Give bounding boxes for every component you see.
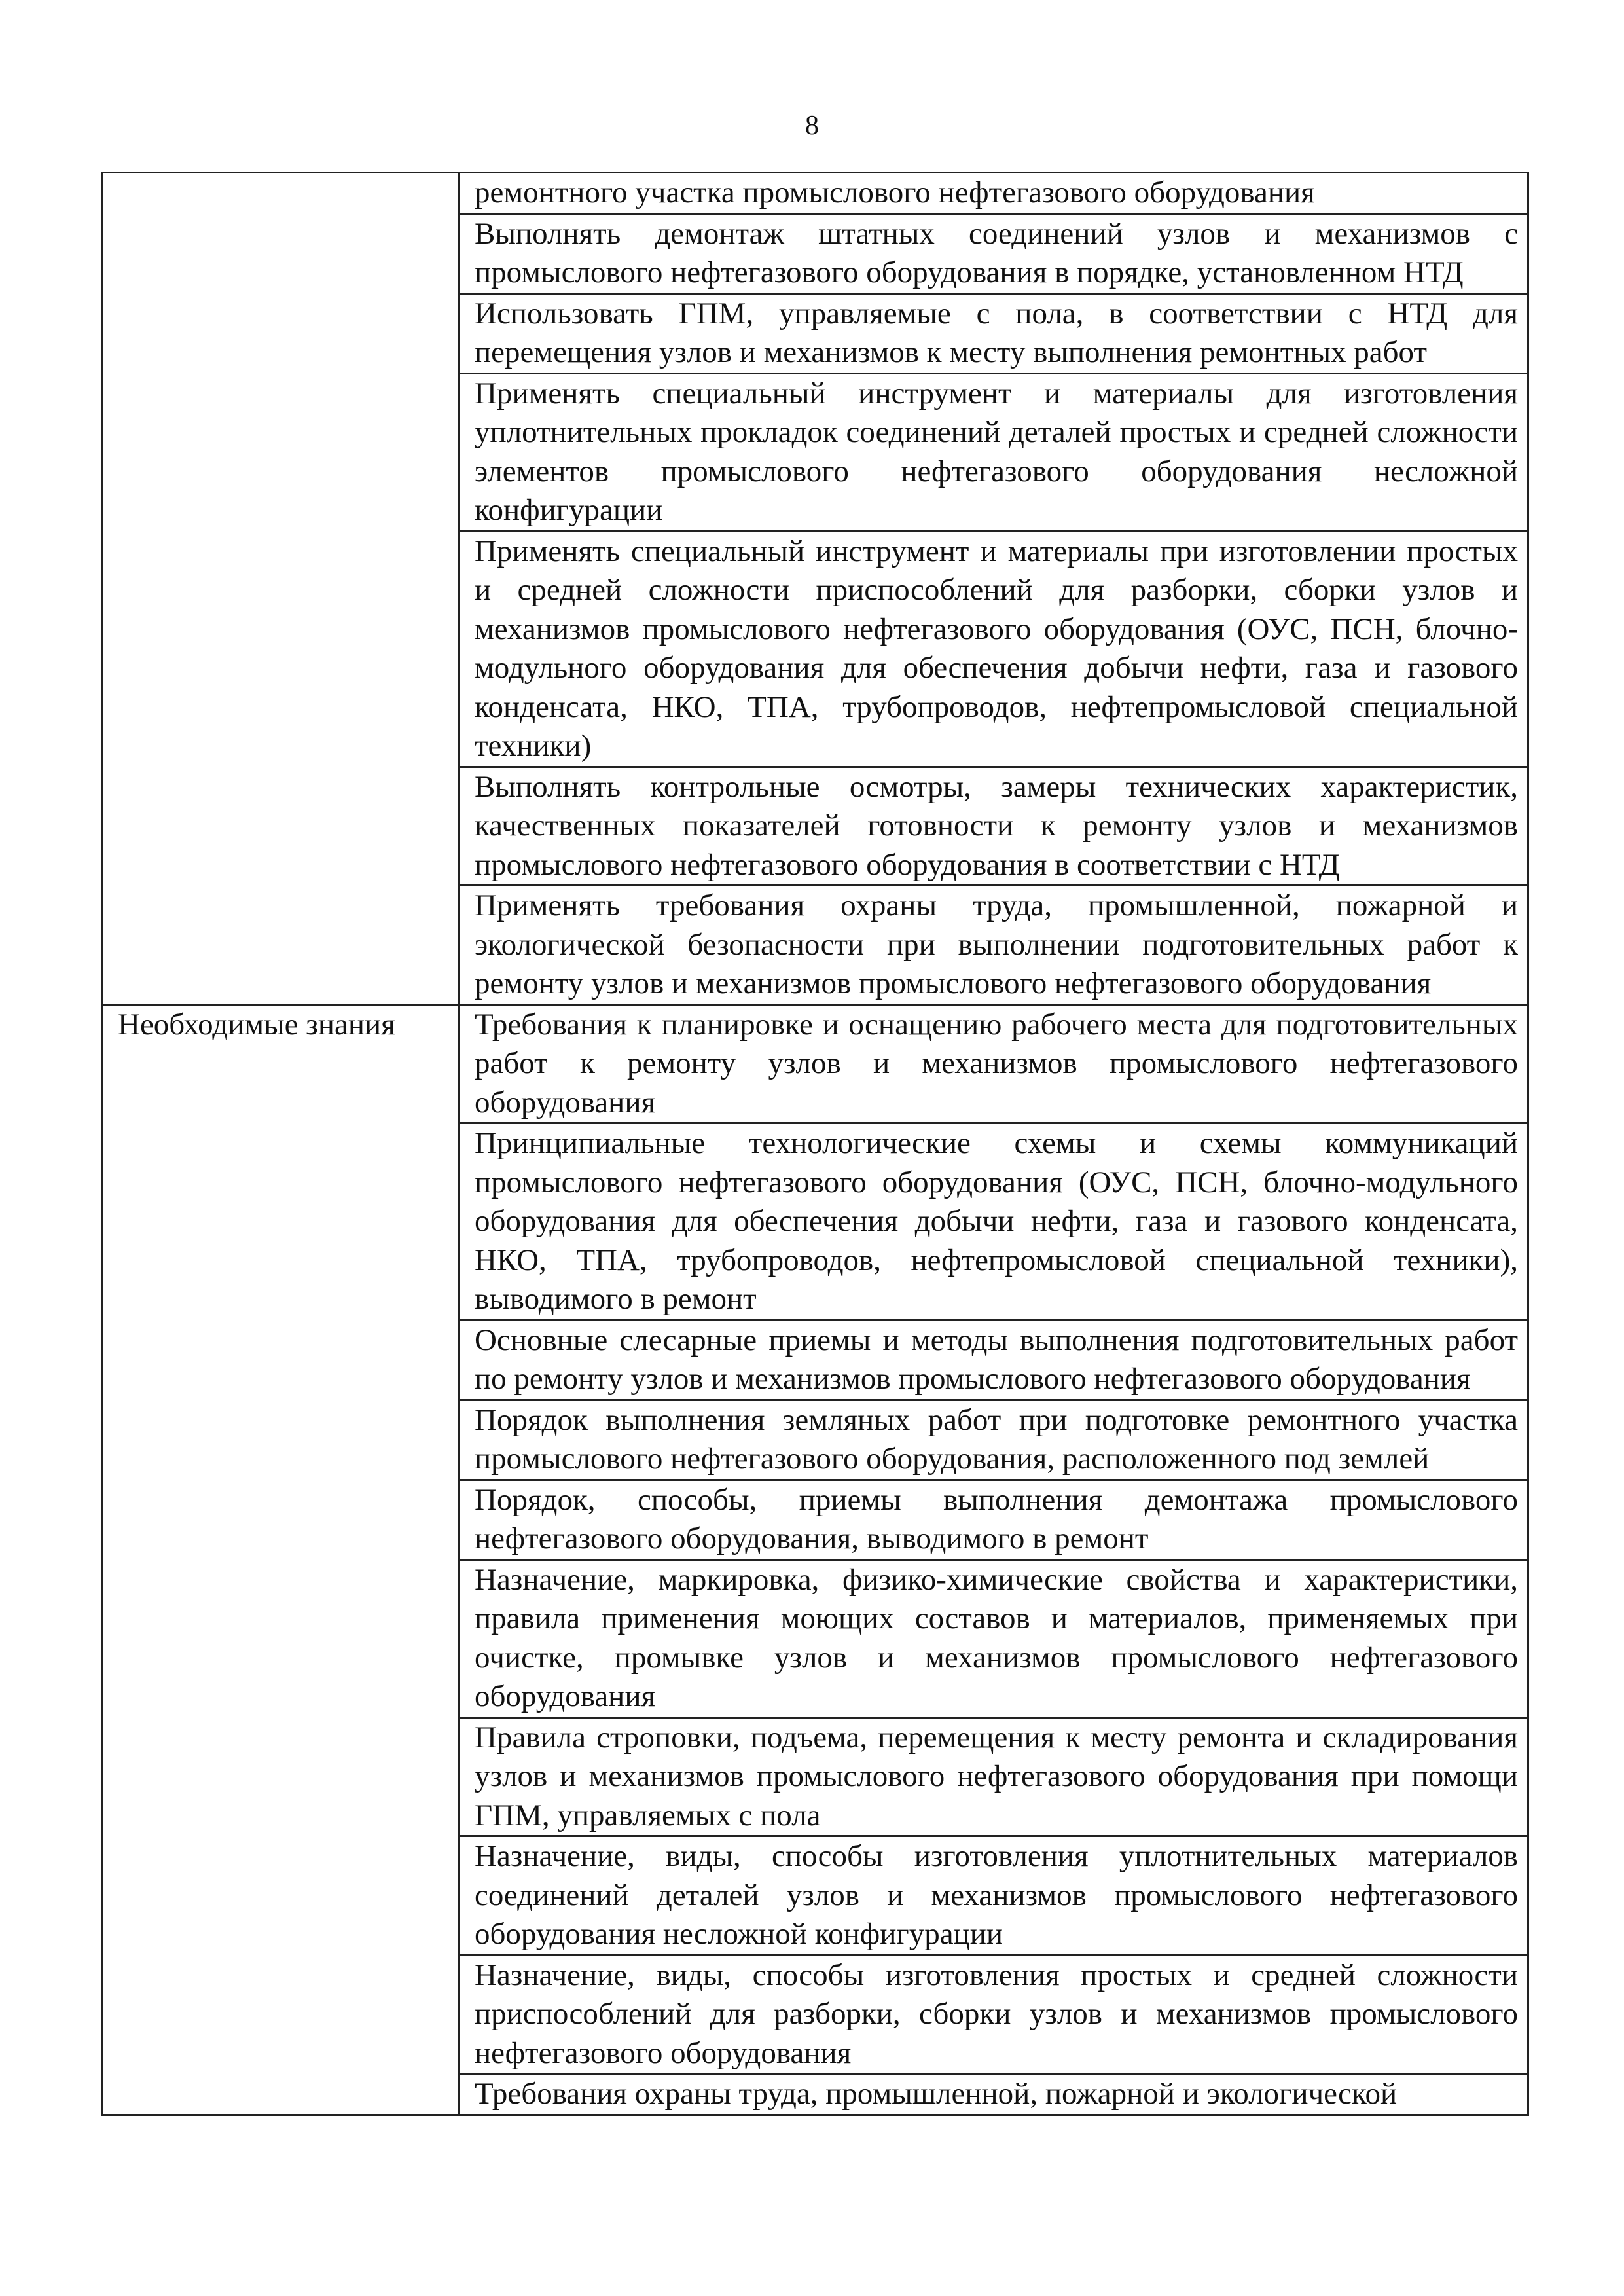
skill-item: Применять специальный инструмент и материалы при изготовлении простых и средней сложности приспособлений для разборки, сборки узлов и механизмов промыслового нефтегазового оборудования (ОУС, ПСН, блочно-модульного оборудования для обеспечения добычи нефти, газа и газового конденсата, НКО, ТПА, трубопроводов, нефтепромысловой специальной техники)	[460, 531, 1528, 767]
skill-item: Применять специальный инструмент и материалы для изготовления уплотнительных прокладок соединений деталей простых и средней сложности элементов промыслового нефтегазового оборудования несложной конфигурации	[460, 373, 1528, 531]
knowledge-item: Основные слесарные приемы и методы выполнения подготовительных работ по ремонту узлов и механизмов промыслового нефтегазового оборудования	[460, 1320, 1528, 1400]
knowledge-item: Принципиальные технологические схемы и схемы коммуникаций промыслового нефтегазового оборудования (ОУС, ПСН, блочно-модульного оборудования для обеспечения добычи нефти, газа и газового конденсата, НКО, ТПА, трубопроводов, нефтепромысловой специальной техники), выводимого в ремонт	[460, 1123, 1528, 1321]
knowledge-item: Назначение, виды, способы изготовления простых и средней сложности приспособлений для разборки, сборки узлов и механизмов промыслового нефтегазового оборудования	[460, 1955, 1528, 2074]
table-row	[103, 173, 1528, 214]
skill-item: Выполнять контрольные осмотры, замеры технических характеристик, качественных показателей готовности к ремонту узлов и механизмов промыслового нефтегазового оборудования в соответствии с НТД	[460, 767, 1528, 886]
knowledge-item: Порядок выполнения земляных работ при подготовке ремонтного участка промыслового нефтегазового оборудования, расположенного под землей	[460, 1400, 1528, 1480]
skill-item: Применять требования охраны труда, промышленной, пожарной и экологической безопасности при выполнении подготовительных работ к ремонту узлов и механизмов промыслового нефтегазового оборудования	[460, 886, 1528, 1005]
knowledge-item: Назначение, маркировка, физико-химические свойства и характеристики, правила применения моющих составов и материалов, применяемых при очистке, промывке узлов и механизмов промыслового нефтегазового оборудования	[460, 1559, 1528, 1717]
requirements-table	[101, 172, 1529, 2116]
knowledge-item: Порядок, способы, приемы выполнения демонтажа промыслового нефтегазового оборудования, выводимого в ремонт	[460, 1480, 1528, 1559]
knowledge-item: Назначение, виды, способы изготовления уплотнительных материалов соединений деталей узлов и механизмов промыслового нефтегазового оборудования несложной конфигурации	[460, 1836, 1528, 1956]
knowledge-item: Требования охраны труда, промышленной, пожарной и экологической	[460, 2074, 1528, 2115]
skill-item: Выполнять демонтаж штатных соединений узлов и механизмов с промыслового нефтегазового оборудования в порядке, установленном НТД	[460, 213, 1528, 293]
knowledge-item: Требования к планировке и оснащению рабочего места для подготовительных работ к ремонту узлов и механизмов промыслового нефтегазового оборудования	[460, 1004, 1528, 1123]
skill-item: ремонтного участка промыслового нефтегазового оборудования	[460, 173, 1528, 214]
knowledge-label-cell: Необходимые знания	[103, 1004, 460, 2115]
knowledge-item: Правила строповки, подъема, перемещения к месту ремонта и складирования узлов и механизмов промыслового нефтегазового оборудования при помощи ГПМ, управляемых с пола	[460, 1717, 1528, 1836]
skill-item: Использовать ГПМ, управляемые с пола, в соответствии с НТД для перемещения узлов и механизмов к месту выполнения ремонтных работ	[460, 293, 1528, 373]
page-number: 8	[805, 111, 819, 141]
skills-label-cell	[103, 173, 460, 1005]
table-row	[103, 1004, 1528, 1123]
